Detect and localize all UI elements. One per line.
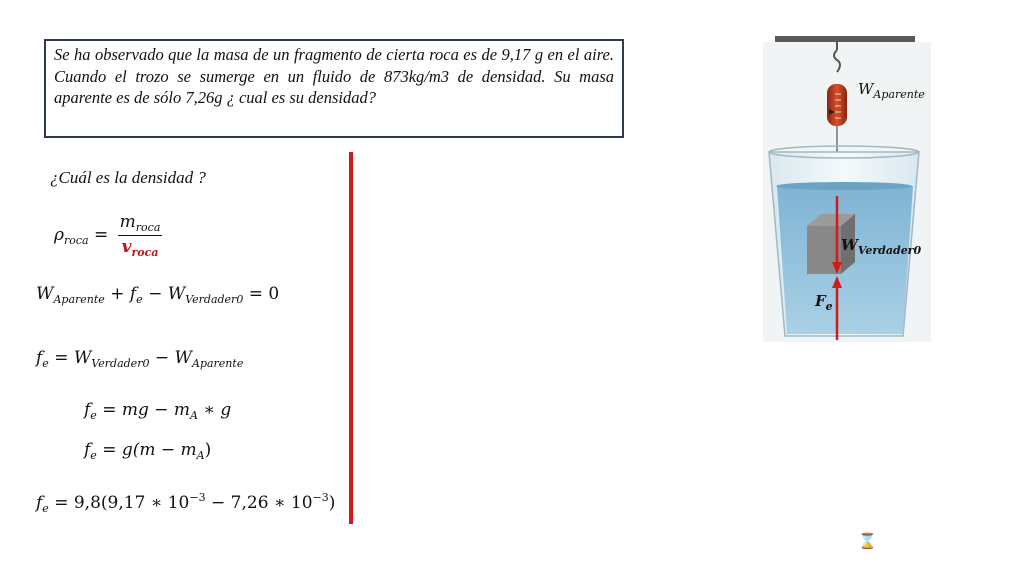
problem-text: Se ha observado que la masa de un fragmento de cierta roca es de 9,17 g en el aire. Cuando el trozo se sumerge en un fluido de 873kg/m3 de densidad. Su masa aparente es de sólo 7,26g ¿ cual es su densidad? <box>54 45 614 107</box>
buoyancy-equation: $f_e = W_{Verdader0} - W_{Aparente}$ <box>36 348 244 370</box>
true-weight-label: $W_{Verdader0}$ <box>841 236 922 257</box>
force-balance-equation: $W_{Aparente} + f_e - W_{Verdader0} = 0$ <box>36 284 280 306</box>
buoyancy-figure <box>763 36 931 342</box>
apparent-weight-label: $W_{Aparente}$ <box>858 80 925 101</box>
mg-equation: $f_e$ = mg − $m_A$ ∗ g <box>84 400 232 422</box>
factored-equation: $f_e = g(m - m_A)$ <box>84 440 212 462</box>
numeric-equation: $f_e = 9,8(9,17$ ∗ $10^{-3} - 7,26$ ∗ $10^{-3}$) <box>36 491 336 515</box>
density-formula: $\rho_{roca}$ = $\frac{m_{roca}}{v_{roca}}$ <box>54 212 161 259</box>
problem-statement <box>44 39 624 138</box>
question-heading: ¿Cuál es la densidad ? <box>50 168 206 187</box>
hourglass-icon: ⌛ <box>858 532 877 550</box>
buoyant-force-label: $F_e$ <box>815 292 833 313</box>
spring-scale <box>827 84 847 126</box>
support-bar <box>775 36 915 42</box>
density-fraction: $\frac{m_{roca}}{v_{roca}}$ <box>119 212 161 259</box>
divider-line <box>349 152 353 524</box>
